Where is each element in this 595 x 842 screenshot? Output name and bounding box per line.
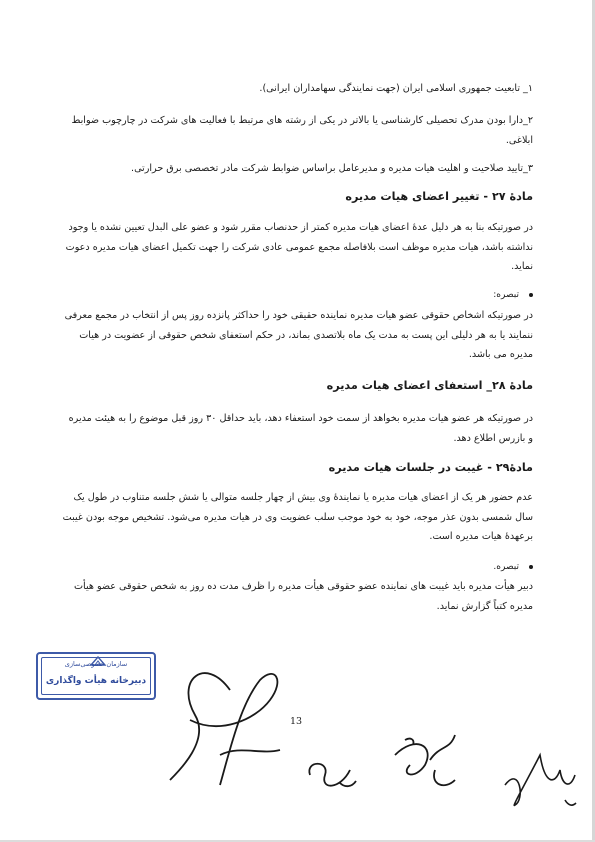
article-28-heading: مادۀ ۲۸_ استعفای اعضای هیات مدیره (326, 379, 533, 392)
page-number: 13 (290, 716, 303, 727)
stamp-org-line: سازمان خصوصی‌سازی (64, 660, 128, 668)
condition-2: ۲_دارا بودن مدرک تحصیلی کارشناسی یا بالاتر در یکی از رشته های مرتبط با فعالیت های شرکت در چارچوب ضوابط ابلاغی. (71, 115, 533, 146)
condition-1: ۱_ تابعیت جمهوری اسلامی ایران (جهت نمایندگی سهامداران ایرانی). (259, 83, 533, 94)
signature-4 (500, 745, 585, 815)
signature-3 (385, 725, 465, 795)
bullet-icon (529, 565, 533, 569)
note-1-label: تبصره: (61, 290, 533, 300)
article-28-text: در صورتیکه هر عضو هیات مدیره بخواهد از سمت خود استعفاء دهد، باید حداقل ۳۰ روز قبل موضوع را به هیئت مدیره و بازرس اطلاع دهد. (68, 413, 533, 444)
stamp-name-line: دبیرخانه هیأت واگذاری (45, 676, 147, 686)
signature-2 (300, 755, 360, 795)
note-2-text: دبیر هیأت مدیره باید غیبت های نماینده عضو حقوقی هیأت مدیره را ظرف مدت ده روز به شخص حقوقی عضو هیأت مدیره کتباً گزارش نماید. (74, 581, 533, 612)
organization-stamp (36, 652, 156, 700)
article-27-heading: مادۀ ۲۷ - تغییر اعضای هیات مدیره (345, 190, 533, 203)
bullet-icon (529, 293, 533, 297)
condition-3: ۳_تایید صلاحیت و اهلیت هیات مدیره و مدیرعامل براساس ضوابط شرکت مادر تخصصی برق حرارتی. (131, 163, 533, 174)
note-2-label: تبصره. (61, 562, 533, 572)
article-27-text: در صورتیکه بنا به هر دلیل عدۀ اعضای هیات مدیره کمتر از حدنصاب مقرر شود و عضو علی البدل تعیین نشده یا وجود نداشته باشد، هیات مدیره موظف است بلافاصله مجمع عمومی عادی شرکت را جهت تکمیل اعضای هیات مدیره دعوت نماید. (65, 222, 533, 272)
signature-1 (160, 660, 303, 800)
article-29-text: عدم حضور هر یک از اعضای هیات مدیره یا نمایندۀ وی بیش از چهار جلسه متوالی یا شش جلسه متناوب در طول یک سال شمسی بدون عذر موجه، خود به خود موجب سلب عضویت وی در هیات مدیره می‌شود. تشخیص موجه بودن غیبت برعهدۀ هیات مدیره است. (62, 492, 533, 542)
note-1-text: در صورتیکه اشخاص حقوقی عضو هیات مدیره نماینده حقیقی خود را حداکثر پانزده روز پس از انتخاب در مجمع معرفی ننمایند یا به هر دلیلی این پست به مدت یک ماه بلاتصدی بماند، در حکم استعفای شخص حقوقی از عضویت در هیات مدیره می باشد. (64, 310, 533, 360)
article-29-heading: مادۀ۲۹ - غیبت در جلسات هیات مدیره (328, 461, 533, 474)
